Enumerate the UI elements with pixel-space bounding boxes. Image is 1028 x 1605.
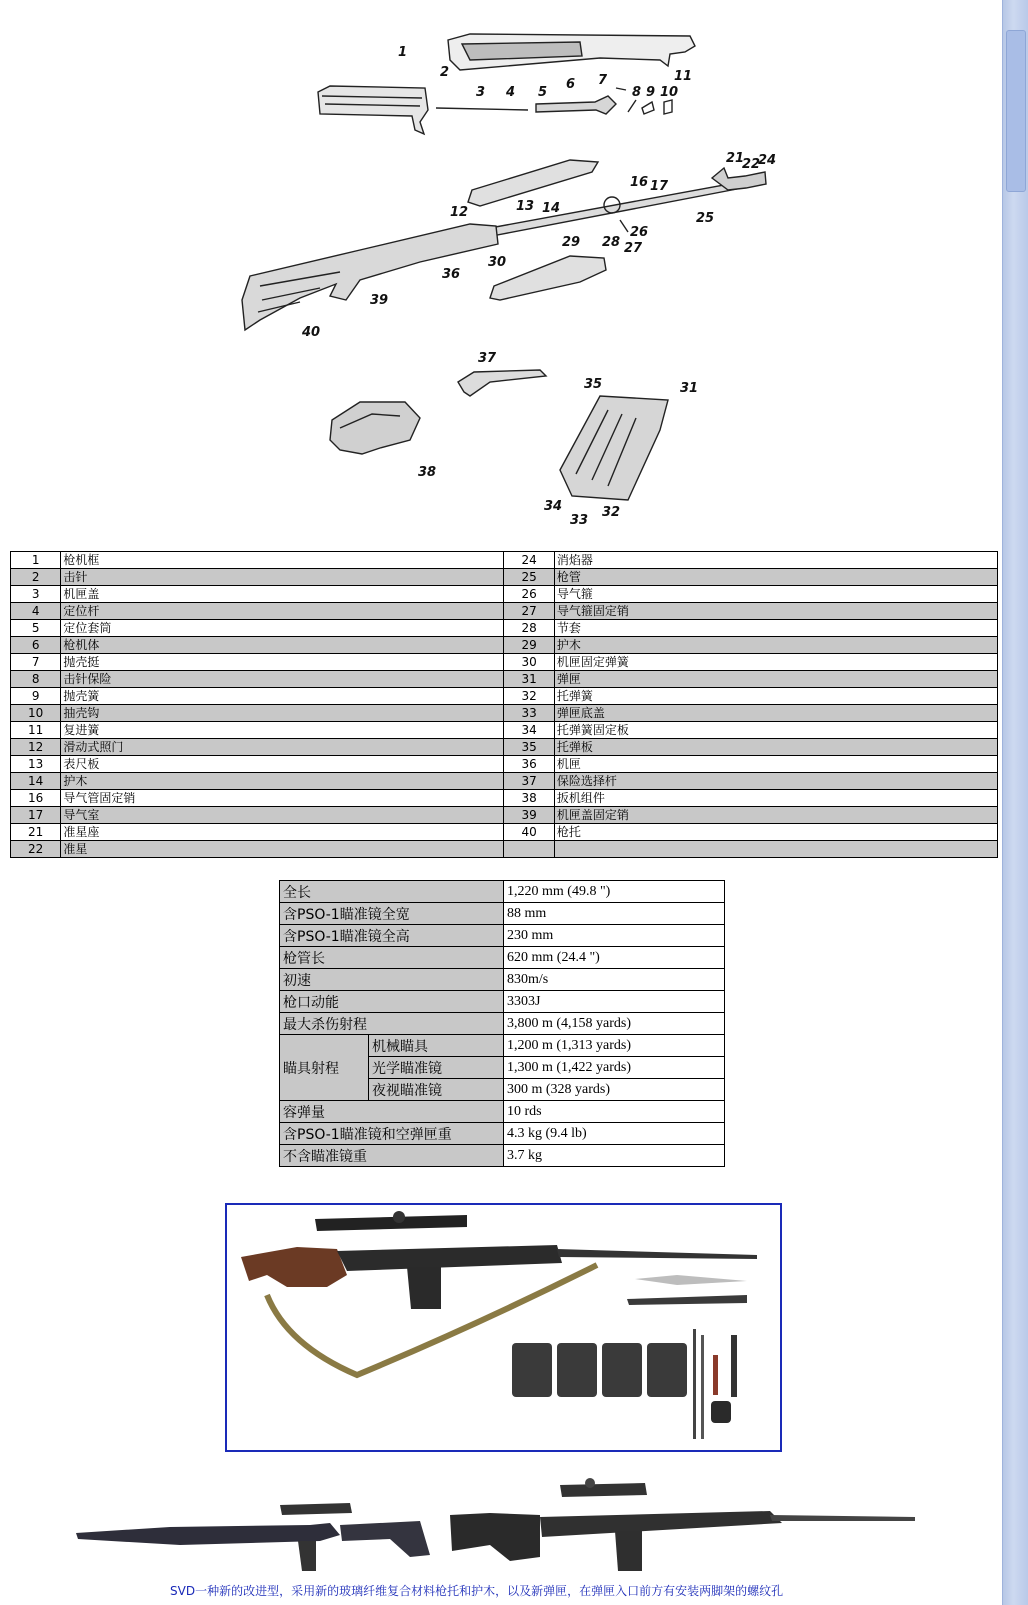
spec-label: 夜视瞄准镜 (369, 1079, 504, 1101)
part-name: 导气室 (61, 807, 504, 824)
part-name: 节套 (554, 620, 997, 637)
spec-value: 830m/s (504, 969, 725, 991)
exploded-parts-diagram (0, 0, 1000, 540)
spec-label: 含PSO-1瞄准镜全宽 (280, 903, 504, 925)
part-number: 38 (504, 790, 554, 807)
modernized-rifle-photos (70, 1475, 940, 1580)
spec-value: 88 mm (504, 903, 725, 925)
part-name: 击针保险 (61, 671, 504, 688)
part-number: 33 (504, 705, 554, 722)
spec-value: 620 mm (24.4 ") (504, 947, 725, 969)
table-row (11, 773, 998, 790)
svg-text:22: 22 (742, 157, 761, 172)
part-name: 消焰器 (554, 552, 997, 569)
svg-text:21: 21 (726, 151, 745, 166)
spec-value: 1,300 m (1,422 yards) (504, 1057, 725, 1079)
svg-text:3: 3 (476, 85, 486, 100)
table-row (11, 637, 998, 654)
spec-label: 光学瞄准镜 (369, 1057, 504, 1079)
spec-label: 初速 (280, 969, 504, 991)
svg-text:4: 4 (506, 85, 516, 100)
part-number: 21 (11, 824, 61, 841)
part-name: 机匣 (554, 756, 997, 773)
table-row (11, 824, 998, 841)
svg-text:10: 10 (660, 85, 679, 100)
part-name: 托弹簧固定板 (554, 722, 997, 739)
spec-label: 容弹量 (280, 1101, 504, 1123)
spec-value: 230 mm (504, 925, 725, 947)
part-number: 25 (504, 569, 554, 586)
svg-text:11: 11 (674, 69, 693, 84)
svg-text:33: 33 (570, 513, 589, 528)
part-name: 枪机体 (61, 637, 504, 654)
part-number: 37 (504, 773, 554, 790)
spec-value: 300 m (328 yards) (504, 1079, 725, 1101)
part-name: 枪机框 (61, 552, 504, 569)
part-number: 31 (504, 671, 554, 688)
svg-text:6: 6 (566, 77, 576, 92)
part-name: 保险选择杆 (554, 773, 997, 790)
spec-group-label: 瞄具射程 (280, 1035, 369, 1101)
part-number: 29 (504, 637, 554, 654)
part-number: 27 (504, 603, 554, 620)
part-name: 护木 (61, 773, 504, 790)
svg-text:1: 1 (398, 45, 408, 60)
table-row (11, 722, 998, 739)
parts-table (10, 551, 998, 858)
spec-value: 3303J (504, 991, 725, 1013)
table-row (11, 620, 998, 637)
part-name: 机匣盖固定销 (554, 807, 997, 824)
table-row (11, 688, 998, 705)
part-number: 39 (504, 807, 554, 824)
table-row (11, 603, 998, 620)
spec-label: 含PSO-1瞄准镜和空弹匣重 (280, 1123, 504, 1145)
spec-value: 4.3 kg (9.4 lb) (504, 1123, 725, 1145)
table-row (11, 671, 998, 688)
part-name: 抛壳挺 (61, 654, 504, 671)
part-name: 导气箍固定销 (554, 603, 997, 620)
part-name: 弹匣 (554, 671, 997, 688)
table-row (11, 569, 998, 586)
specs-table (279, 880, 725, 1167)
svg-text:30: 30 (488, 255, 507, 270)
table-row (11, 552, 998, 569)
svg-text:13: 13 (516, 199, 535, 214)
table-row (11, 790, 998, 807)
rifle-illustrations (70, 1475, 940, 1580)
svg-text:7: 7 (598, 73, 608, 88)
spec-label: 不含瞄准镜重 (280, 1145, 504, 1167)
svg-text:2: 2 (440, 65, 450, 80)
part-number: 16 (11, 790, 61, 807)
svg-text:28: 28 (602, 235, 621, 250)
part-number: 10 (11, 705, 61, 722)
scrollbar-thumb[interactable] (1006, 30, 1026, 192)
svg-text:38: 38 (418, 465, 437, 480)
table-row (11, 586, 998, 603)
table-row (11, 654, 998, 671)
spec-label: 含PSO-1瞄准镜全高 (280, 925, 504, 947)
part-name: 表尺板 (61, 756, 504, 773)
part-number: 12 (11, 739, 61, 756)
svg-text:31: 31 (680, 381, 699, 396)
svg-text:26: 26 (630, 225, 649, 240)
part-number: 30 (504, 654, 554, 671)
svg-text:34: 34 (544, 499, 563, 514)
part-name: 护木 (554, 637, 997, 654)
part-number: 32 (504, 688, 554, 705)
svg-text:37: 37 (478, 351, 497, 366)
spec-value: 1,220 mm (49.8 ") (504, 881, 725, 903)
part-name (554, 841, 997, 858)
part-name: 定位套筒 (61, 620, 504, 637)
part-name: 托弹板 (554, 739, 997, 756)
table-row (11, 841, 998, 858)
part-number: 3 (11, 586, 61, 603)
part-number: 6 (11, 637, 61, 654)
spec-label: 枪管长 (280, 947, 504, 969)
part-name: 托弹簧 (554, 688, 997, 705)
svg-text:8: 8 (632, 85, 642, 100)
part-number: 11 (11, 722, 61, 739)
svg-text:17: 17 (650, 179, 669, 194)
part-number: 8 (11, 671, 61, 688)
svg-text:24: 24 (758, 153, 777, 168)
part-number: 7 (11, 654, 61, 671)
part-number: 5 (11, 620, 61, 637)
photo-caption: SVD一种新的改进型，采用新的玻璃纤维复合材料枪托和护木，以及新弹匣，在弹匣入口前方有安装两脚架的螺纹孔 (170, 1584, 784, 1598)
part-name: 复进簧 (61, 722, 504, 739)
svg-text:35: 35 (584, 377, 603, 392)
part-number: 4 (11, 603, 61, 620)
spec-value: 1,200 m (1,313 yards) (504, 1035, 725, 1057)
part-number: 1 (11, 552, 61, 569)
part-name: 扳机组件 (554, 790, 997, 807)
svg-text:9: 9 (646, 85, 656, 100)
part-number (504, 841, 554, 858)
svg-text:5: 5 (538, 85, 548, 100)
svg-text:36: 36 (442, 267, 461, 282)
part-number: 26 (504, 586, 554, 603)
svg-text:14: 14 (542, 201, 561, 216)
spec-value: 10 rds (504, 1101, 725, 1123)
part-name: 机匣固定弹簧 (554, 654, 997, 671)
part-name: 击针 (61, 569, 504, 586)
svg-text:16: 16 (630, 175, 649, 190)
part-number: 36 (504, 756, 554, 773)
part-number: 9 (11, 688, 61, 705)
svg-text:25: 25 (696, 211, 715, 226)
svg-text:40: 40 (302, 325, 321, 340)
spec-label: 全长 (280, 881, 504, 903)
spec-value: 3.7 kg (504, 1145, 725, 1167)
svg-text:32: 32 (602, 505, 621, 520)
svg-text:29: 29 (562, 235, 581, 250)
rifle-kit-illustration (227, 1205, 780, 1450)
part-name: 抽壳钩 (61, 705, 504, 722)
part-name: 滑动式照门 (61, 739, 504, 756)
part-name: 弹匣底盖 (554, 705, 997, 722)
part-number: 24 (504, 552, 554, 569)
part-number: 13 (11, 756, 61, 773)
part-number: 2 (11, 569, 61, 586)
table-row (11, 807, 998, 824)
part-name: 导气管固定销 (61, 790, 504, 807)
part-number: 35 (504, 739, 554, 756)
svg-text:27: 27 (624, 241, 643, 256)
part-number: 28 (504, 620, 554, 637)
part-name: 抛壳簧 (61, 688, 504, 705)
part-name: 准星 (61, 841, 504, 858)
svg-text:39: 39 (370, 293, 389, 308)
part-name: 准星座 (61, 824, 504, 841)
part-name: 枪管 (554, 569, 997, 586)
spec-label: 枪口动能 (280, 991, 504, 1013)
table-row (11, 756, 998, 773)
part-number: 40 (504, 824, 554, 841)
part-name: 枪托 (554, 824, 997, 841)
spec-label: 机械瞄具 (369, 1035, 504, 1057)
scrollbar[interactable] (1002, 0, 1028, 1605)
part-name: 机匣盖 (61, 586, 504, 603)
table-row (11, 739, 998, 756)
part-name: 导气箍 (554, 586, 997, 603)
spec-value: 3,800 m (4,158 yards) (504, 1013, 725, 1035)
svg-text:12: 12 (450, 205, 469, 220)
part-number: 14 (11, 773, 61, 790)
part-number: 34 (504, 722, 554, 739)
part-number: 17 (11, 807, 61, 824)
rifle-kit-photo (225, 1203, 782, 1452)
part-number: 22 (11, 841, 61, 858)
spec-label: 最大杀伤射程 (280, 1013, 504, 1035)
part-name: 定位杆 (61, 603, 504, 620)
table-row (11, 705, 998, 722)
